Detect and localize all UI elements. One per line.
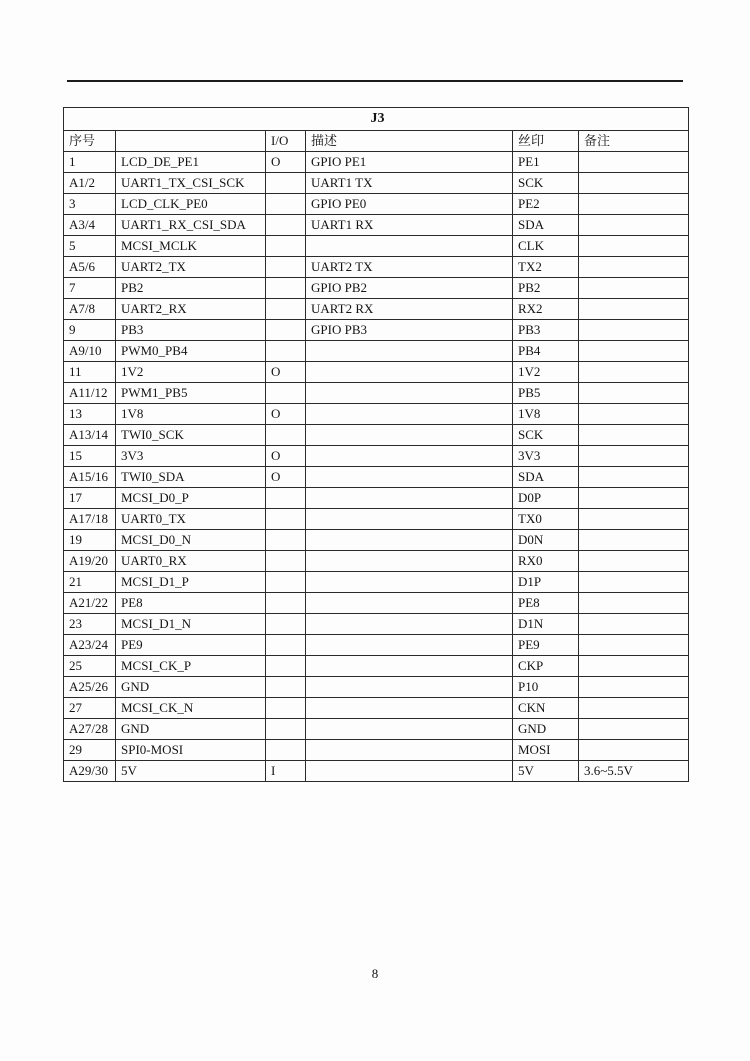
cell: UART2_TX	[116, 257, 266, 278]
cell	[266, 740, 306, 761]
header-rule	[67, 80, 683, 82]
cell: MCSI_D0_N	[116, 530, 266, 551]
cell: 27	[64, 698, 116, 719]
cell: TX2	[513, 257, 579, 278]
cell: GPIO PE1	[306, 152, 513, 173]
cell: A29/30	[64, 761, 116, 782]
cell	[266, 698, 306, 719]
cell	[579, 656, 689, 677]
cell	[579, 278, 689, 299]
table-row	[64, 257, 689, 278]
cell: 3.6~5.5V	[579, 761, 689, 782]
j3-pinout-table	[63, 107, 689, 782]
cell: PB3	[116, 320, 266, 341]
column-header-description: 描述	[306, 131, 513, 152]
cell	[306, 362, 513, 383]
table-row	[64, 677, 689, 698]
cell	[579, 467, 689, 488]
cell: GND	[513, 719, 579, 740]
cell	[266, 656, 306, 677]
cell: 23	[64, 614, 116, 635]
cell: PB5	[513, 383, 579, 404]
column-header-io: I/O	[266, 131, 306, 152]
table-row	[64, 572, 689, 593]
cell: LCD_DE_PE1	[116, 152, 266, 173]
cell: 29	[64, 740, 116, 761]
table-row	[64, 362, 689, 383]
cell	[306, 761, 513, 782]
cell	[306, 656, 513, 677]
cell: O	[266, 152, 306, 173]
cell: MCSI_MCLK	[116, 236, 266, 257]
cell	[266, 215, 306, 236]
cell: SCK	[513, 173, 579, 194]
cell: 1V2	[116, 362, 266, 383]
cell: MCSI_CK_N	[116, 698, 266, 719]
column-header-signal	[116, 131, 266, 152]
table-row	[64, 740, 689, 761]
cell: 5	[64, 236, 116, 257]
cell: A13/14	[64, 425, 116, 446]
cell: 1V8	[116, 404, 266, 425]
cell: A9/10	[64, 341, 116, 362]
table-row	[64, 152, 689, 173]
cell	[266, 194, 306, 215]
cell: D1P	[513, 572, 579, 593]
cell	[306, 488, 513, 509]
cell	[306, 383, 513, 404]
table-row	[64, 488, 689, 509]
cell: P10	[513, 677, 579, 698]
cell	[306, 698, 513, 719]
cell	[579, 257, 689, 278]
cell	[579, 320, 689, 341]
cell: 13	[64, 404, 116, 425]
cell: TWI0_SCK	[116, 425, 266, 446]
cell	[266, 488, 306, 509]
table-row	[64, 530, 689, 551]
cell: PE8	[116, 593, 266, 614]
column-header-remark: 备注	[579, 131, 689, 152]
cell	[579, 173, 689, 194]
cell: UART2_RX	[116, 299, 266, 320]
table-row	[64, 383, 689, 404]
cell	[579, 362, 689, 383]
table-row	[64, 509, 689, 530]
cell	[579, 719, 689, 740]
table-row	[64, 761, 689, 782]
cell: 17	[64, 488, 116, 509]
cell	[579, 698, 689, 719]
cell: MCSI_D0_P	[116, 488, 266, 509]
cell: A17/18	[64, 509, 116, 530]
table-row	[64, 299, 689, 320]
cell	[266, 509, 306, 530]
table-row	[64, 446, 689, 467]
cell	[579, 425, 689, 446]
cell	[266, 719, 306, 740]
table-row	[64, 404, 689, 425]
cell: PWM0_PB4	[116, 341, 266, 362]
cell	[306, 593, 513, 614]
cell: PE9	[513, 635, 579, 656]
cell: GPIO PE0	[306, 194, 513, 215]
cell: O	[266, 362, 306, 383]
cell: TX0	[513, 509, 579, 530]
cell: UART1_TX_CSI_SCK	[116, 173, 266, 194]
cell: SDA	[513, 467, 579, 488]
cell	[579, 530, 689, 551]
cell	[579, 635, 689, 656]
cell: SDA	[513, 215, 579, 236]
cell: O	[266, 446, 306, 467]
cell	[579, 677, 689, 698]
cell: A15/16	[64, 467, 116, 488]
cell: LCD_CLK_PE0	[116, 194, 266, 215]
cell: UART1_RX_CSI_SDA	[116, 215, 266, 236]
cell	[579, 215, 689, 236]
cell	[266, 614, 306, 635]
table-row	[64, 320, 689, 341]
cell	[579, 446, 689, 467]
table-row	[64, 614, 689, 635]
table-row	[64, 719, 689, 740]
cell	[306, 677, 513, 698]
cell: 1V8	[513, 404, 579, 425]
cell: 19	[64, 530, 116, 551]
cell	[306, 740, 513, 761]
cell: CKN	[513, 698, 579, 719]
cell	[306, 467, 513, 488]
cell: 15	[64, 446, 116, 467]
cell: UART1 RX	[306, 215, 513, 236]
cell	[579, 614, 689, 635]
cell	[266, 299, 306, 320]
cell: I	[266, 761, 306, 782]
cell: 1V2	[513, 362, 579, 383]
cell	[266, 320, 306, 341]
cell	[266, 173, 306, 194]
cell: PE1	[513, 152, 579, 173]
cell: MOSI	[513, 740, 579, 761]
table-row	[64, 551, 689, 572]
cell: A3/4	[64, 215, 116, 236]
cell	[579, 488, 689, 509]
table-row	[64, 656, 689, 677]
table-row	[64, 467, 689, 488]
cell	[579, 152, 689, 173]
table-row	[64, 236, 689, 257]
table-row	[64, 635, 689, 656]
table-row	[64, 698, 689, 719]
cell: PE8	[513, 593, 579, 614]
cell	[579, 572, 689, 593]
cell	[306, 404, 513, 425]
cell: CLK	[513, 236, 579, 257]
cell	[579, 404, 689, 425]
cell: 3	[64, 194, 116, 215]
cell: MCSI_CK_P	[116, 656, 266, 677]
cell: 21	[64, 572, 116, 593]
cell	[306, 236, 513, 257]
cell: TWI0_SDA	[116, 467, 266, 488]
cell	[266, 572, 306, 593]
cell	[579, 299, 689, 320]
cell: UART2 TX	[306, 257, 513, 278]
cell: A7/8	[64, 299, 116, 320]
cell: PB2	[513, 278, 579, 299]
cell: SCK	[513, 425, 579, 446]
cell: D1N	[513, 614, 579, 635]
table-title-row	[64, 108, 689, 131]
cell: 11	[64, 362, 116, 383]
table-row	[64, 278, 689, 299]
table-row	[64, 341, 689, 362]
table-row	[64, 593, 689, 614]
cell: SPI0-MOSI	[116, 740, 266, 761]
cell	[306, 719, 513, 740]
cell: CKP	[513, 656, 579, 677]
cell	[579, 551, 689, 572]
cell	[306, 551, 513, 572]
cell: A21/22	[64, 593, 116, 614]
cell: MCSI_D1_N	[116, 614, 266, 635]
cell	[306, 614, 513, 635]
cell: D0P	[513, 488, 579, 509]
cell: O	[266, 404, 306, 425]
cell	[306, 509, 513, 530]
cell: MCSI_D1_P	[116, 572, 266, 593]
cell: 3V3	[513, 446, 579, 467]
cell: A11/12	[64, 383, 116, 404]
cell: 1	[64, 152, 116, 173]
cell: A27/28	[64, 719, 116, 740]
cell	[266, 530, 306, 551]
cell: GND	[116, 677, 266, 698]
table-row	[64, 215, 689, 236]
table-title: J3	[64, 108, 689, 131]
cell: D0N	[513, 530, 579, 551]
column-header-index: 序号	[64, 131, 116, 152]
cell	[579, 236, 689, 257]
cell	[266, 551, 306, 572]
cell: 3V3	[116, 446, 266, 467]
cell	[306, 341, 513, 362]
cell: GPIO PB3	[306, 320, 513, 341]
cell	[266, 257, 306, 278]
cell: A5/6	[64, 257, 116, 278]
cell	[266, 677, 306, 698]
table-body	[64, 152, 689, 782]
cell: 25	[64, 656, 116, 677]
cell: PB3	[513, 320, 579, 341]
cell: A19/20	[64, 551, 116, 572]
cell: 9	[64, 320, 116, 341]
cell: O	[266, 467, 306, 488]
cell	[266, 635, 306, 656]
cell	[266, 278, 306, 299]
cell	[266, 383, 306, 404]
cell: RX2	[513, 299, 579, 320]
cell: A1/2	[64, 173, 116, 194]
table-header-row	[64, 131, 689, 152]
cell: PB2	[116, 278, 266, 299]
cell	[306, 530, 513, 551]
cell	[579, 341, 689, 362]
cell: UART1 TX	[306, 173, 513, 194]
cell	[266, 425, 306, 446]
cell: 5V	[116, 761, 266, 782]
cell: UART0_TX	[116, 509, 266, 530]
cell	[266, 236, 306, 257]
cell	[306, 635, 513, 656]
cell	[266, 341, 306, 362]
cell	[579, 509, 689, 530]
cell	[306, 446, 513, 467]
cell: A25/26	[64, 677, 116, 698]
column-header-silkscreen: 丝印	[513, 131, 579, 152]
cell: PWM1_PB5	[116, 383, 266, 404]
cell: UART0_RX	[116, 551, 266, 572]
cell: PB4	[513, 341, 579, 362]
cell	[306, 572, 513, 593]
cell	[579, 740, 689, 761]
cell: PE2	[513, 194, 579, 215]
cell	[579, 194, 689, 215]
cell: 7	[64, 278, 116, 299]
cell: 5V	[513, 761, 579, 782]
cell: UART2 RX	[306, 299, 513, 320]
table-row	[64, 425, 689, 446]
cell	[266, 593, 306, 614]
cell	[579, 383, 689, 404]
table-row	[64, 173, 689, 194]
cell: GPIO PB2	[306, 278, 513, 299]
page-number: 8	[371, 966, 379, 981]
cell: A23/24	[64, 635, 116, 656]
cell	[306, 425, 513, 446]
cell: RX0	[513, 551, 579, 572]
cell: PE9	[116, 635, 266, 656]
cell	[579, 593, 689, 614]
table-row	[64, 194, 689, 215]
cell: GND	[116, 719, 266, 740]
